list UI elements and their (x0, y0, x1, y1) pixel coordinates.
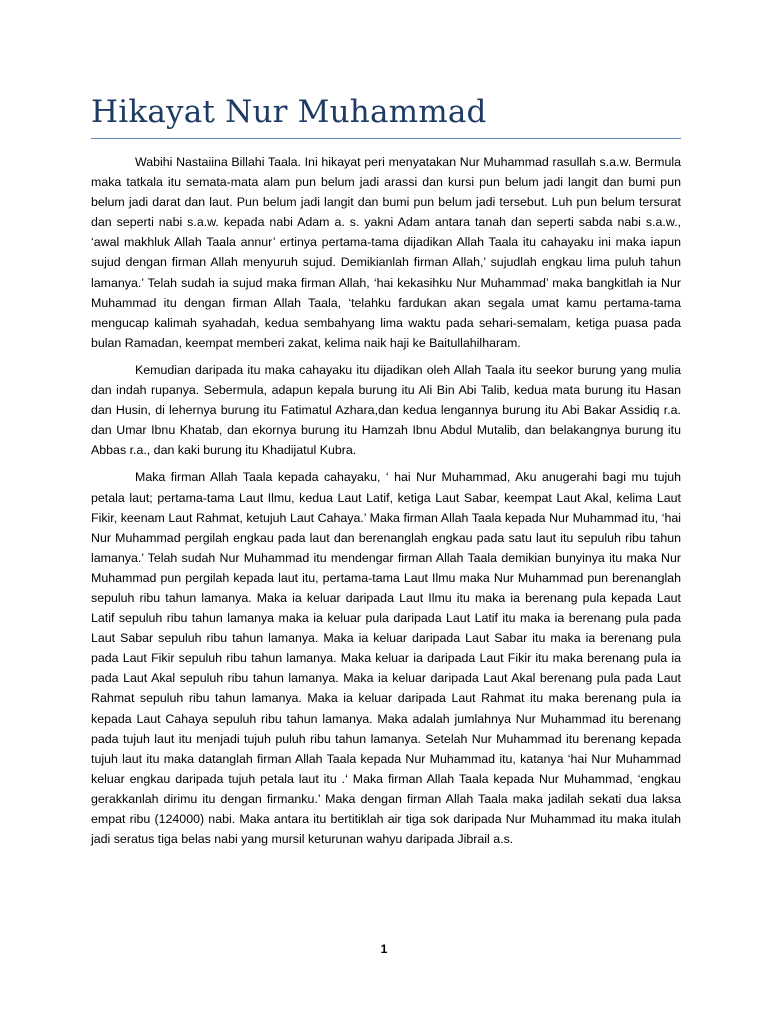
paragraph-3: Maka firman Allah Taala kepada cahayaku, ‘ hai Nur Muhammad, Aku anugerahi bagi mu tujuh petala laut; pertama-tama Laut Ilmu, kedua Laut Latif, ketiga Laut Sabar, keempat Laut Akal, kelima Laut Fikir, keenam Laut Rahmat, ketujuh Laut Cahaya.’ Maka firman Allah Taala kepada Nur Muhammad itu, ‘hai Nur Muhammad pergilah engkau pada laut dan berenanglah engkau pada satu laut itu sepuluh ribu tahun lamanya.’ Telah sudah Nur Muhammad itu mendengar firman Allah Taala demikian bunyinya itu maka Nur Muhammad pun pergilah kepada laut itu, pertama-tama Laut Ilmu maka Nur Muhammad pun berenanglah sepuluh ribu tahun lamanya. Maka ia keluar daripada Laut Ilmu itu maka ia berenang pula kepada Laut Latif sepuluh ribu tahun lamanya maka ia keluar pula daripada Laut Latif itu maka ia berenang pula pada Laut Sabar sepuluh ribu tahun lamanya. Maka ia keluar daripada Laut Sabar itu maka ia berenang pula pada Laut Fikir sepuluh ribu tahun lamanya. Maka keluar ia daripada Laut Fikir itu maka berenang pula ia pada Laut Akal sepuluh ribu tahun lamanya. Maka ia keluar daripada Laut Akal berenang pula pada Laut Rahmat sepuluh ribu tahun lamanya. Maka ia keluar daripada Laut Rahmat itu maka berenang pula ia kepada Laut Cahaya sepuluh ribu tahun lamanya. Maka adalah jumlahnya Nur Muhammad itu berenang pada tujuh laut itu menjadi tujuh puluh ribu tahun lamanya. Setelah Nur Muhammad itu berenang kepada tujuh laut itu maka datanglah firman Allah Taala kepada Nur Muhammad itu, katanya ‘hai Nur Muhammad keluar engkau daripada tujuh petala laut itu .‘ Maka firman Allah Taala kepada Nur Muhammad, ‘engkau gerakkanlah dirimu itu dengan firmanku.’ Maka dengan firman Allah Taala maka jadilah sekati dua laksa empat ribu (124000) nabi. Maka antara itu bertitiklah air tiga sok daripada Nur Muhammad itu maka itulah jadi seratus tiga belas nabi yang mursil keturunan wahyu daripada Jibrail a.s. (91, 470, 681, 847)
paragraph-2: Kemudian daripada itu maka cahayaku itu dijadikan oleh Allah Taala itu seekor burung yang mulia dan indah rupanya. Sebermula, adapun kepala burung itu Ali Bin Abi Talib, kedua mata burung itu Hasan dan Husin, di lehernya burung itu Fatimatul Azhara,dan kedua lengannya burung itu Abi Bakar Assidiq r.a. dan Umar Ibnu Khatab, dan ekornya burung itu Hamzah Ibnu Abdul Mutalib, dan belakangnya burung itu Abbas r.a., dan kaki burung itu Khadijatul Kubra. (91, 362, 681, 458)
title-underline (91, 138, 681, 139)
paragraph-1: Wabihi Nastaiina Billahi Taala. Ini hikayat peri menyatakan Nur Muhammad rasullah s.a.w. Bermula maka tatkala itu semata-mata alam pun belum jadi arassi dan kursi pun belum jadi langit dan bumi pun belum jadi darat dan laut. Pun belum jadi langit dan bumi pun belum jadi tersebut. Luh pun belum tersurat dan seperti nabi s.a.w. kepada nabi Adam a. s. yakni Adam antara tanah dan seperti sabda nabi s.a.w., ‘awal makhluk Allah Taala annur’ ertinya pertama-tama dijadikan Allah Taala itu cahayaku ini maka iapun sujud dengan firman Allah menyuruh sujud. Demikianlah firman Allah,’ sujudlah engkau lima puluh tahun lamanya.’ Telah sudah ia sujud maka firman Allah, ‘hai kekasihku Nur Muhammad’ maka bangkitlah ia Nur Muhammad itu dengan firman Allah Taala, ‘telahku fardukan akan segala umat kamu pertama-tama mengucap kalimah syahadah, kedua sembahyang lima waktu pada sehari-semalam, ketiga puasa pada bulan Ramadan, keempat memberi zakat, kelima naik haji ke Baitullahilharam. (91, 155, 681, 350)
page-number: 1 (380, 942, 388, 956)
document-body (91, 152, 681, 856)
document-title: Hikayat Nur Muhammad (91, 94, 487, 130)
